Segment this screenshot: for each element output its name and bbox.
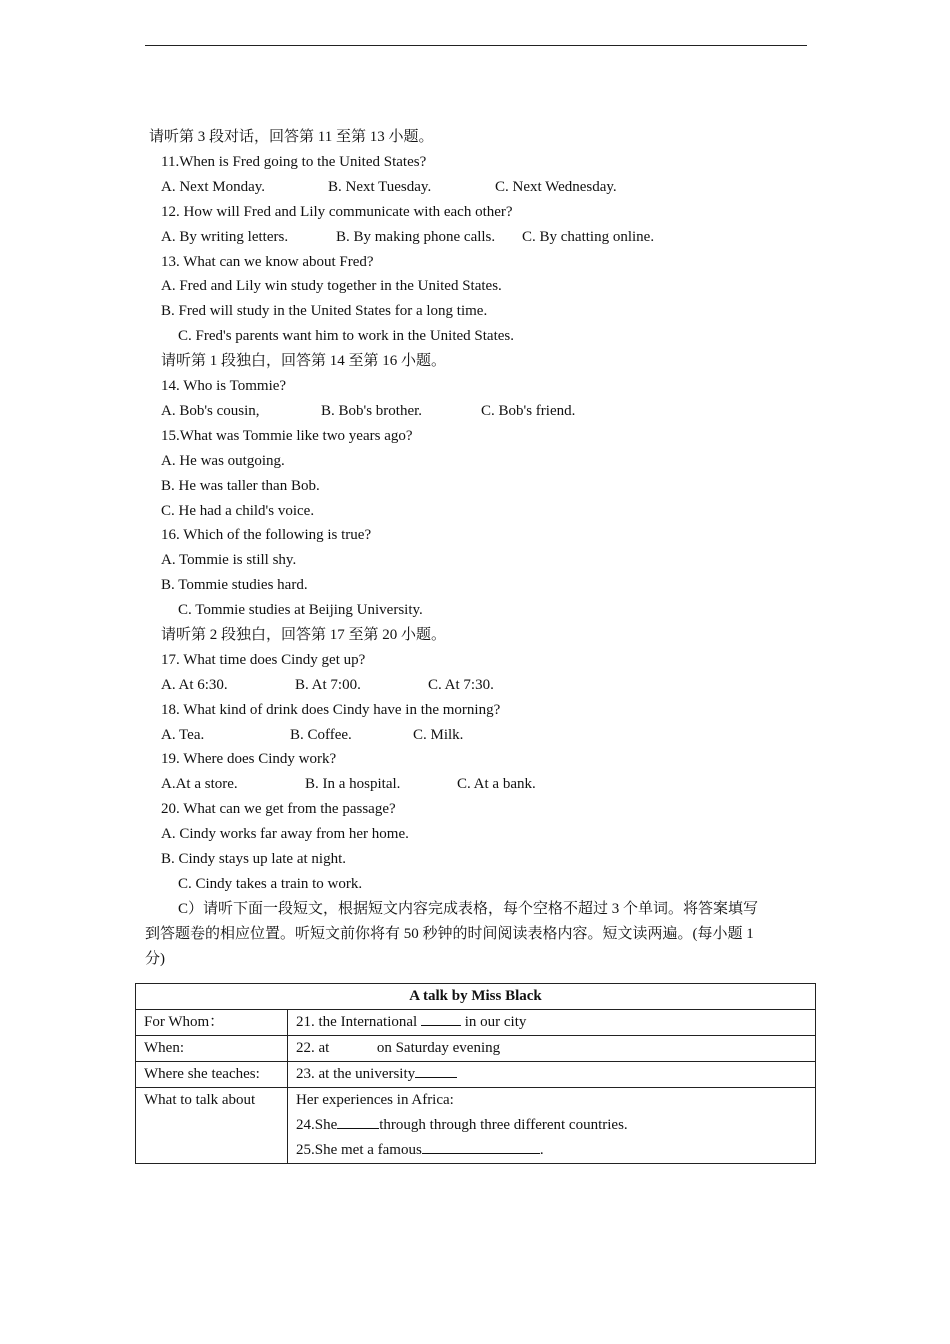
table-title: A talk by Miss Black: [136, 984, 816, 1010]
q13-option-c: C. Fred's parents want him to work in the United States.: [178, 328, 514, 344]
cell-24-25: [288, 1088, 816, 1164]
cell-24-text-after: through through three different countries.: [379, 1117, 628, 1133]
q13-option-a: A. Fred and Lily win study together in the United States.: [161, 278, 502, 294]
part-c-instructions-line-3: 分): [145, 951, 165, 967]
talk-info-table: [135, 983, 816, 1164]
africa-experiences-heading: Her experiences in Africa:: [296, 1092, 454, 1108]
question-15: 15.What was Tommie like two years ago?: [161, 428, 413, 444]
section-intro-monologue-1: 请听第 1 段独白，回答第 14 至第 16 小题。: [161, 353, 447, 369]
section-intro-monologue-2: 请听第 2 段独白，回答第 17 至第 20 小题。: [161, 627, 447, 643]
q13-option-b: B. Fred will study in the United States for a long time.: [161, 303, 488, 319]
question-14: 14. Who is Tommie?: [161, 378, 287, 394]
q15-option-b: B. He was taller than Bob.: [161, 478, 320, 494]
q19-option-c: C. At a bank.: [457, 776, 536, 792]
q15-option-c: C. He had a child's voice.: [161, 503, 315, 519]
answer-blank-21[interactable]: [421, 1011, 461, 1026]
q12-option-c: C. By chatting online.: [522, 229, 655, 245]
question-20: 20. What can we get from the passage?: [161, 801, 396, 817]
header-rule: [145, 45, 807, 46]
q12-option-a: A. By writing letters.: [161, 229, 289, 245]
q16-option-b: B. Tommie studies hard.: [161, 577, 308, 593]
table-row: [136, 1088, 816, 1164]
question-11: 11.When is Fred going to the United States?: [161, 154, 427, 170]
q16-option-a: A. Tommie is still shy.: [161, 552, 297, 568]
cell-25-text: 25.She met a famous: [296, 1142, 422, 1158]
part-c-instructions-line-2: 到答题卷的相应位置。听短文前你将有 50 秒钟的时间阅读表格内容。短文读两遍。(每小题 1: [145, 926, 754, 942]
q16-option-c: C. Tommie studies at Beijing University.: [178, 602, 423, 618]
q14-option-a: A. Bob's cousin,: [161, 403, 260, 419]
cell-22-text-after: on Saturday evening: [376, 1040, 501, 1056]
question-12: 12. How will Fred and Lily communicate with each other?: [161, 204, 513, 220]
cell-23: [288, 1062, 816, 1088]
cell-22: [288, 1036, 816, 1062]
q20-option-a: A. Cindy works far away from her home.: [161, 826, 409, 842]
q17-option-b: B. At 7:00.: [295, 677, 361, 693]
q19-option-b: B. In a hospital.: [305, 776, 401, 792]
q12-option-b: B. By making phone calls.: [336, 229, 496, 245]
table-row: [136, 1010, 816, 1036]
cell-24-text: 24.She: [296, 1117, 338, 1133]
label-where: Where she teaches:: [136, 1062, 288, 1088]
question-19: 19. Where does Cindy work?: [161, 751, 337, 767]
part-c-instructions-line-1: C）请听下面一段短文，根据短文内容完成表格，每个空格不超过 3 个单词。将答案填写: [178, 901, 759, 917]
q18-option-b: B. Coffee.: [290, 727, 352, 743]
cell-21-text-after: in our city: [464, 1014, 527, 1030]
q15-option-a: A. He was outgoing.: [161, 453, 285, 469]
q20-option-c: C. Cindy takes a train to work.: [178, 876, 363, 892]
q17-option-a: A. At 6:30.: [161, 677, 228, 693]
section-intro-dialogue-3: 请听第 3 段对话，回答第 11 至第 13 小题。: [149, 129, 434, 145]
q20-option-b: B. Cindy stays up late at night.: [161, 851, 346, 867]
cell-22-text: 22. at: [296, 1040, 330, 1056]
answer-blank-24[interactable]: [337, 1114, 379, 1129]
q14-option-c: C. Bob's friend.: [481, 403, 576, 419]
label-what-to-talk-about: What to talk about: [136, 1088, 288, 1164]
cell-21-text: 21. the International: [296, 1014, 418, 1030]
q14-option-b: B. Bob's brother.: [321, 403, 423, 419]
table-row: [136, 1036, 816, 1062]
q11-option-b: B. Next Tuesday.: [328, 179, 432, 195]
question-13: 13. What can we know about Fred?: [161, 254, 374, 270]
cell-23-text: 23. at the university: [296, 1066, 416, 1082]
q11-option-c: C. Next Wednesday.: [495, 179, 617, 195]
question-17: 17. What time does Cindy get up?: [161, 652, 366, 668]
q18-option-c: C. Milk.: [413, 727, 464, 743]
answer-blank-23[interactable]: [415, 1063, 457, 1078]
question-16: 16. Which of the following is true?: [161, 527, 372, 543]
answer-blank-22[interactable]: [333, 1038, 373, 1052]
label-for-whom: For Whom：: [136, 1010, 288, 1036]
label-when: When:: [136, 1036, 288, 1062]
question-18: 18. What kind of drink does Cindy have in the morning?: [161, 702, 501, 718]
cell-21: [288, 1010, 816, 1036]
q11-option-a: A. Next Monday.: [161, 179, 266, 195]
cell-25-period: .: [539, 1142, 544, 1158]
q19-option-a: A.At a store.: [161, 776, 238, 792]
table-row: [136, 1062, 816, 1088]
q18-option-a: A. Tea.: [161, 727, 205, 743]
answer-blank-25[interactable]: [422, 1139, 540, 1154]
q17-option-c: C. At 7:30.: [428, 677, 494, 693]
